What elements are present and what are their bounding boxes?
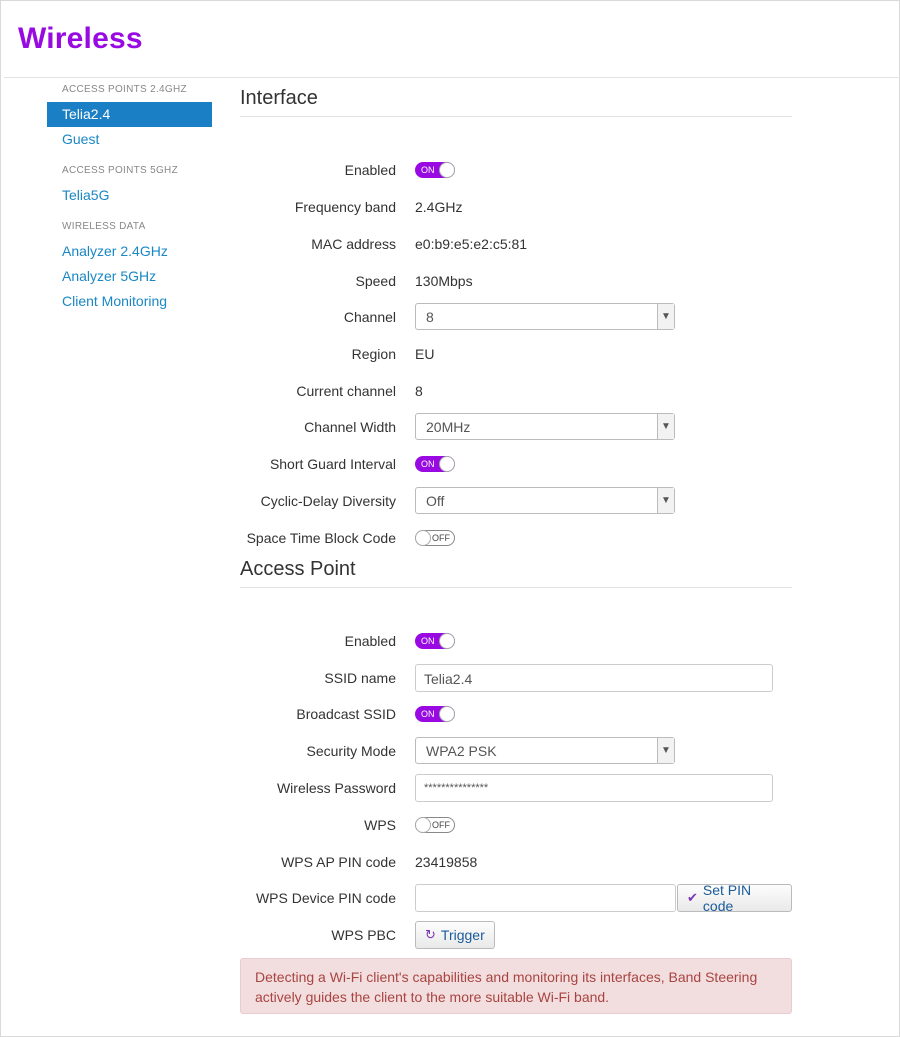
interface-section-title: Interface bbox=[240, 87, 318, 109]
field-label: WPS PBC bbox=[331, 927, 396, 943]
field-label: Space Time Block Code bbox=[246, 530, 396, 546]
sidebar-group-title: WIRELESS DATA bbox=[62, 221, 146, 232]
toggle-knob bbox=[415, 530, 431, 546]
trigger-button[interactable] bbox=[415, 921, 495, 949]
security-mode-select[interactable] bbox=[415, 737, 675, 764]
chevron-down-icon: ▼ bbox=[657, 304, 674, 329]
cdd-selected-value: Off bbox=[426, 493, 445, 509]
field-label: Channel bbox=[343, 309, 396, 325]
field-label: Frequency band bbox=[294, 199, 396, 215]
security-mode-selected-value: WPA2 PSK bbox=[426, 743, 497, 759]
field-label: MAC address bbox=[311, 236, 396, 252]
toggle-knob bbox=[439, 456, 455, 472]
toggle-knob bbox=[415, 817, 431, 833]
field-label: WPS AP PIN code bbox=[281, 854, 396, 870]
field-label: SSID name bbox=[324, 670, 396, 686]
toggle-knob bbox=[439, 706, 455, 722]
stbc-row bbox=[240, 523, 792, 553]
trigger-label: Trigger bbox=[440, 927, 485, 943]
field-label: Cyclic-Delay Diversity bbox=[260, 493, 396, 509]
channel-width-selected-value: 20MHz bbox=[426, 419, 471, 435]
sidebar-item-telia5g[interactable]: Telia5G bbox=[62, 187, 110, 203]
field-label: WPS Device PIN code bbox=[255, 890, 396, 906]
band-steering-alert: Detecting a Wi-Fi client's capabilities and monitoring its interfaces, Band Steering actively guides the client to the more suitable Wi-Fi band. bbox=[240, 958, 792, 1014]
ap-enabled-toggle[interactable]: ON bbox=[415, 633, 455, 649]
channel-selected-value: 8 bbox=[426, 309, 434, 325]
ssid-input-value: Telia2.4 bbox=[424, 671, 473, 687]
sidebar-item-analyzer-5ghz[interactable]: Analyzer 5GHz bbox=[62, 268, 157, 284]
ssid-row bbox=[240, 663, 792, 693]
sidebar-group-title: ACCESS POINTS 5GHZ bbox=[62, 165, 178, 176]
wps-device-pin-row bbox=[240, 883, 792, 913]
current-channel-row bbox=[240, 376, 792, 406]
sidebar-item-telia2-4[interactable]: Telia2.4 bbox=[47, 102, 212, 127]
channel-select[interactable] bbox=[415, 303, 675, 330]
password-input[interactable] bbox=[415, 774, 773, 802]
ap-enabled-row bbox=[240, 626, 792, 656]
region-value: EU bbox=[415, 346, 435, 362]
channel-width-row bbox=[240, 412, 792, 442]
short-guard-toggle[interactable]: ON bbox=[415, 456, 455, 472]
field-label: Broadcast SSID bbox=[296, 706, 396, 722]
short-guard-row bbox=[240, 449, 792, 479]
stbc-toggle[interactable]: OFF bbox=[415, 530, 455, 546]
broadcast-ssid-row bbox=[240, 699, 792, 729]
channel-row bbox=[240, 302, 792, 332]
field-label: WPS bbox=[364, 817, 396, 833]
field-label: Wireless Password bbox=[276, 780, 396, 796]
set-pin-code-button[interactable] bbox=[677, 884, 792, 912]
check-circle-icon: ✔ bbox=[687, 890, 698, 905]
speed-value: 130Mbps bbox=[415, 273, 473, 289]
frequency-band-value: 2.4GHz bbox=[415, 199, 463, 215]
field-label: Short Guard Interval bbox=[269, 456, 396, 472]
sidebar-item-client-monitoring[interactable]: Client Monitoring bbox=[62, 293, 168, 309]
frequency-band-row bbox=[240, 192, 792, 222]
set-pin-code-label: Set PIN code bbox=[702, 882, 752, 914]
sidebar-group-title: ACCESS POINTS 2.4GHZ bbox=[62, 84, 187, 95]
access-point-divider bbox=[240, 587, 792, 588]
broadcast-ssid-toggle[interactable]: ON bbox=[415, 706, 455, 722]
current-channel-value: 8 bbox=[415, 383, 423, 399]
field-label: Current channel bbox=[296, 383, 396, 399]
field-label: Channel Width bbox=[304, 419, 396, 435]
speed-row bbox=[240, 266, 792, 296]
field-label: Region bbox=[351, 346, 396, 362]
field-label: Speed bbox=[355, 273, 396, 289]
ssid-input[interactable] bbox=[415, 664, 773, 692]
wps-pbc-row bbox=[240, 920, 792, 950]
field-label: Enabled bbox=[344, 633, 396, 649]
mac-address-value: e0:b9:e5:e2:c5:81 bbox=[415, 236, 528, 252]
toggle-knob bbox=[439, 162, 455, 178]
password-row bbox=[240, 773, 792, 803]
wps-device-pin-input[interactable] bbox=[415, 884, 676, 912]
interface-enabled-toggle[interactable]: ON bbox=[415, 162, 455, 178]
access-point-section-title: Access Point bbox=[240, 558, 356, 580]
chevron-down-icon: ▼ bbox=[657, 414, 674, 439]
wps-ap-pin-row bbox=[240, 847, 792, 877]
cdd-select[interactable] bbox=[415, 487, 675, 514]
wps-row bbox=[240, 810, 792, 840]
sidebar-item-analyzer-2-4ghz[interactable]: Analyzer 2.4GHz bbox=[62, 243, 168, 259]
chevron-down-icon: ▼ bbox=[657, 738, 674, 763]
sidebar bbox=[47, 80, 212, 314]
password-input-value: *************** bbox=[424, 782, 489, 794]
field-label: Enabled bbox=[344, 162, 396, 178]
sidebar-item-guest[interactable]: Guest bbox=[62, 131, 100, 147]
region-row bbox=[240, 339, 792, 369]
wps-toggle[interactable]: OFF bbox=[415, 817, 455, 833]
refresh-icon: ↻ bbox=[425, 927, 436, 942]
mac-address-row bbox=[240, 229, 792, 259]
channel-width-select[interactable] bbox=[415, 413, 675, 440]
field-label: Security Mode bbox=[306, 743, 396, 759]
chevron-down-icon: ▼ bbox=[657, 488, 674, 513]
cdd-row bbox=[240, 486, 792, 516]
page-title: Wireless bbox=[18, 22, 143, 55]
interface-divider bbox=[240, 116, 792, 117]
toggle-knob bbox=[439, 633, 455, 649]
wps-ap-pin-value: 23419858 bbox=[415, 854, 478, 870]
header-divider bbox=[4, 77, 900, 78]
interface-enabled-row bbox=[240, 155, 792, 185]
security-mode-row bbox=[240, 736, 792, 766]
